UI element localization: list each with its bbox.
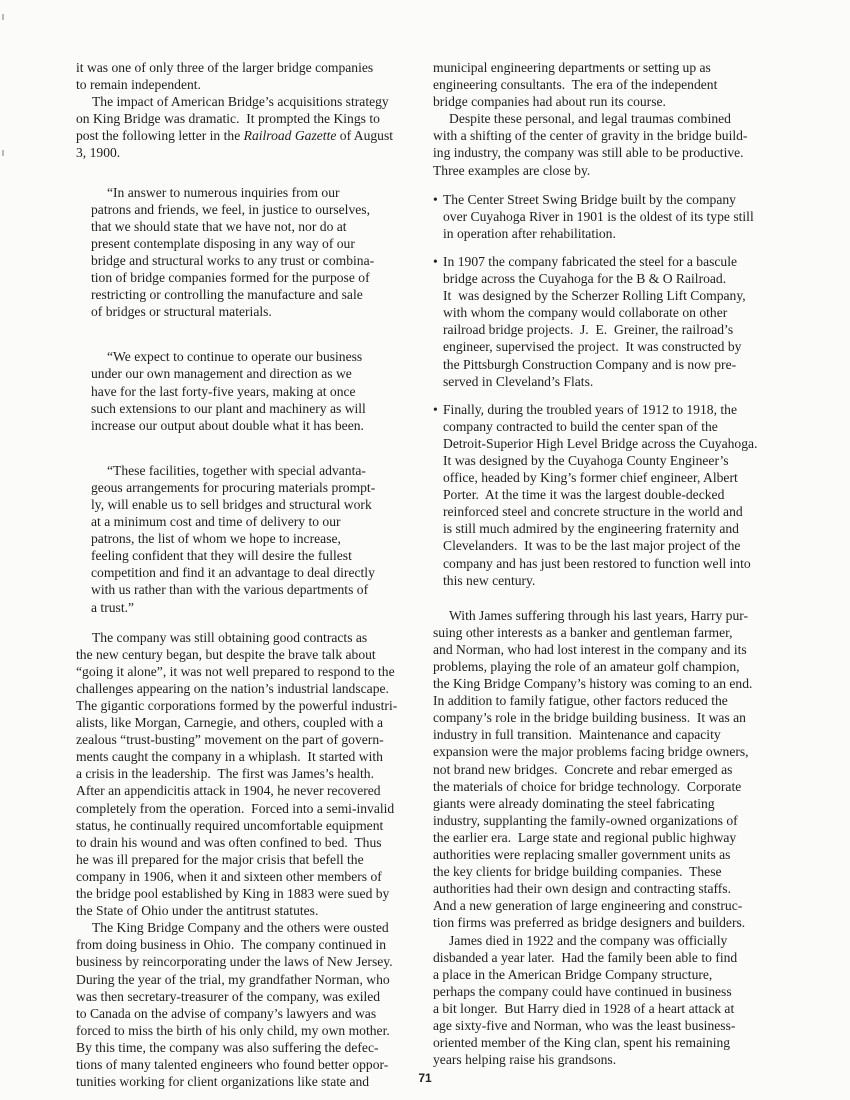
paragraph: [76, 919, 421, 1090]
text-line: After an appendicitis attack in 1904, he never recovered: [76, 783, 381, 799]
text-line: tion firms was preferred as bridge designers and builders.: [433, 915, 746, 931]
paragraph: [433, 110, 803, 178]
text-line: the earlier era. Large state and regional public highway: [433, 829, 737, 845]
text-line: of bridges or structural materials.: [91, 304, 272, 320]
paragraph: [433, 59, 803, 110]
text-line: a place in the American Bridge Company structure,: [433, 966, 713, 982]
page-number: 71: [418, 1071, 432, 1085]
text-line: In 1907 the company fabricated the steel for a bascule: [443, 253, 738, 269]
text-line: completely from the operation. Forced into a semi-invalid: [76, 800, 395, 816]
text-line: authorities were replacing smaller government units as: [433, 847, 731, 863]
text-line: from doing business in Ohio. The company continued in: [76, 937, 387, 953]
text-line: and Norman, who had lost interest in the company and its: [433, 641, 747, 657]
text-line: office, headed by King’s former chief engineer, Albert: [443, 470, 738, 486]
text-run: post the following letter in the: [76, 128, 244, 144]
paragraph: [76, 59, 421, 93]
bullet-item: [433, 191, 803, 242]
text-line: to remain independent.: [76, 77, 201, 93]
text-line: competition and find it an advantage to deal directly: [91, 565, 375, 581]
text-line: business by reincorporating under the laws of New Jersey.: [76, 954, 393, 970]
text-line: that we should state that we have not, nor do at: [91, 218, 347, 234]
text-line: giants were already dominating the steel fabricating: [433, 795, 715, 811]
text-line: the King Bridge Company’s history was coming to an end.: [433, 676, 753, 692]
bullet-icon: •: [433, 191, 438, 207]
text-line: bridge companies had about run its course.: [433, 94, 666, 110]
text-line: tions of many talented engineers who found better oppor-: [76, 1056, 389, 1072]
text-line: with whom the company would collaborate on other: [443, 305, 728, 321]
text-line: alists, like Morgan, Carnegie, and others, coupled with a: [76, 715, 384, 731]
text-line: Despite these personal, and legal traumas combined: [449, 111, 731, 127]
text-line: restricting or controlling the manufacture and sale: [91, 287, 363, 303]
text-run: of August: [336, 128, 394, 144]
text-line: with a shifting of the center of gravity in the bridge build-: [433, 128, 748, 144]
text-line: company’s role in the bridge building business. It was an: [433, 710, 746, 726]
text-line: engineering consultants. The era of the independent: [433, 77, 718, 93]
text-line: the new century began, but despite the brave talk about: [76, 646, 376, 662]
text-line: the bridge pool established by King in 1883 were sued by: [76, 886, 390, 902]
text-line: a crisis in the leadership. The first was James’s health.: [76, 766, 374, 782]
text-line: tunities working for client organizations like state and: [76, 1074, 370, 1090]
text-line: with us rather than with the various departments of: [91, 582, 369, 598]
text-line: company and has just been restored to function well into: [443, 555, 751, 571]
text-line: challenges appearing on the nation’s industrial landscape.: [76, 680, 389, 696]
text-line: to Canada on the advise of company’s lawyers and was: [76, 1005, 377, 1021]
text-line: 3, 1900.: [76, 145, 121, 161]
bullet-item: [433, 253, 803, 390]
text-line: it was one of only three of the larger bridge companies: [76, 60, 374, 75]
text-line: The Center Street Swing Bridge built by the company: [443, 191, 736, 207]
text-line: geous arrangements for procuring materials prompt-: [91, 479, 376, 495]
text-line: oriented member of the King clan, spent his remaining: [433, 1035, 731, 1051]
text-line: served in Cleveland’s Flats.: [443, 373, 594, 389]
paragraph: [76, 93, 421, 161]
paragraph: [433, 607, 803, 932]
text-line: Finally, during the troubled years of 1912 to 1918, the: [443, 401, 737, 417]
text-line: It was designed by the Scherzer Rolling Lift Company,: [443, 288, 746, 304]
text-line: have for the last forty-five years, making at once: [91, 383, 356, 399]
text-line: the key clients for bridge building companies. These: [433, 864, 722, 880]
text-line: suing other interests as a banker and gentleman farmer,: [433, 624, 733, 640]
text-line: on King Bridge was dramatic. It prompted the Kings to: [76, 111, 380, 127]
text-line: a bit longer. But Harry died in 1928 of a heart attack at: [433, 1000, 735, 1016]
text-line: bridge and structural works to any trust or combina-: [91, 252, 375, 268]
text-line: is still much admired by the engineering fraternity and: [443, 521, 739, 537]
scan-margin-mark: [2, 14, 4, 20]
text-line: municipal engineering departments or setting up as: [433, 60, 711, 75]
text-line: the Pittsburgh Construction Company and is now pre-: [443, 356, 737, 372]
bullet-icon: •: [433, 401, 438, 417]
publication-title: Railroad Gazette: [243, 128, 337, 144]
text-line: “In answer to numerous inquiries from our: [107, 184, 340, 200]
text-line: bridge across the Cuyahoga for the B & O Railroad.: [443, 271, 727, 287]
text-line: under our own management and direction as we: [91, 366, 352, 382]
text-line: And a new generation of large engineering and construc-: [433, 898, 743, 914]
text-line: [76, 127, 421, 144]
block-quote: [76, 462, 421, 616]
text-line: The King Bridge Company and the others were ousted: [92, 920, 389, 936]
text-line: reinforced steel and concrete structure in the world and: [443, 504, 743, 520]
text-line: It was designed by the Cuyahoga County Engineer’s: [443, 452, 729, 468]
text-line: at a minimum cost and time of delivery to our: [91, 514, 341, 530]
text-line: patrons, the list of whom we hope to increase,: [91, 531, 341, 547]
text-line: company contracted to build the center span of the: [443, 418, 718, 434]
block-quote: [76, 184, 421, 321]
text-line: The gigantic corporations formed by the powerful industri-: [76, 698, 398, 713]
text-line: a trust.”: [91, 599, 135, 615]
text-line: increase our output about double what it has been.: [91, 417, 364, 433]
text-line: the State of Ohio under the antitrust statutes.: [76, 903, 319, 919]
text-line: feeling confident that they will desire the fullest: [91, 548, 352, 564]
text-line: authorities had their own design and contracting staffs.: [433, 881, 731, 897]
text-line: years helping raise his grandsons.: [433, 1052, 617, 1068]
paragraph: [433, 932, 803, 1069]
text-line: “going it alone”, it was not well prepared to respond to the: [76, 663, 395, 679]
text-line: With James suffering through his last years, Harry pur-: [449, 607, 749, 623]
text-line: James died in 1922 and the company was officially: [449, 932, 728, 948]
text-line: present contemplate disposing in any way of our: [91, 235, 355, 251]
text-line: The impact of American Bridge’s acquisitions strategy: [92, 94, 389, 110]
text-line: By this time, the company was also suffering the defec-: [76, 1039, 379, 1055]
text-line: such extensions to our plant and machinery as will: [91, 400, 366, 416]
text-line: patrons and friends, we feel, in justice to ourselves,: [91, 201, 370, 217]
text-line: industry in full transition. Maintenance and capacity: [433, 727, 721, 743]
text-line: zealous “trust-busting” movement on the part of govern-: [76, 732, 384, 748]
text-line: forced to miss the birth of his only child, my own mother.: [76, 1022, 390, 1038]
text-line: over Cuyahoga River in 1901 is the oldest of its type still: [443, 208, 754, 224]
text-line: disbanded a year later. Had the family been able to find: [433, 949, 738, 965]
bullet-item: [433, 401, 803, 589]
text-line: The company was still obtaining good contracts as: [92, 629, 368, 645]
paragraph: [76, 629, 421, 920]
text-line: Three examples are close by.: [433, 162, 591, 178]
text-line: was then secretary-treasurer of the company, was exiled: [76, 988, 381, 1004]
right-column: [433, 59, 803, 1068]
text-line: to drain his wound and was often confined to bed. Thus: [76, 834, 382, 850]
text-line: tion of bridge companies formed for the purpose of: [91, 270, 370, 286]
text-line: company in 1906, when it and sixteen other members of: [76, 868, 382, 884]
text-line: Porter. At the time it was the largest double-decked: [443, 487, 725, 503]
text-line: railroad bridge projects. J. E. Greiner, the railroad’s: [443, 322, 734, 338]
text-line: in operation after rehabilitation.: [443, 225, 616, 241]
text-line: industry, supplanting the family-owned organizations of: [433, 812, 738, 828]
text-line: expansion were the major problems facing bridge owners,: [433, 744, 749, 760]
text-line: he was ill prepared for the major crisis that befell the: [76, 851, 364, 867]
left-column: [76, 59, 421, 1090]
bullet-icon: •: [433, 253, 438, 269]
text-line: perhaps the company could have continued in business: [433, 983, 732, 999]
text-line: During the year of the trial, my grandfather Norman, who: [76, 971, 390, 987]
block-quote: [76, 348, 421, 433]
text-line: In addition to family fatigue, other factors reduced the: [433, 693, 728, 709]
text-line: ly, will enable us to sell bridges and structural work: [91, 496, 372, 512]
text-line: ments caught the company in a whiplash. It started with: [76, 749, 383, 765]
scan-margin-mark: [2, 150, 4, 156]
text-line: Detroit-Superior High Level Bridge across the Cuyahoga.: [443, 435, 758, 451]
text-line: “We expect to continue to operate our business: [107, 349, 363, 365]
text-line: Clevelanders. It was to be the last major project of the: [443, 538, 741, 554]
text-line: engineer, supervised the project. It was constructed by: [443, 339, 742, 355]
text-line: ing industry, the company was still able to be productive.: [433, 145, 744, 161]
text-line: problems, playing the role of an amateur golf champion,: [433, 659, 740, 674]
text-line: status, he continually required uncomfortable equipment: [76, 817, 384, 833]
text-line: not brand new bridges. Concrete and rebar emerged as: [433, 761, 733, 777]
text-line: this new century.: [443, 572, 536, 588]
text-line: “These facilities, together with special advanta-: [107, 462, 366, 478]
text-line: age sixty-five and Norman, who was the least business-: [433, 1017, 736, 1033]
text-line: the materials of choice for bridge technology. Corporate: [433, 778, 742, 794]
